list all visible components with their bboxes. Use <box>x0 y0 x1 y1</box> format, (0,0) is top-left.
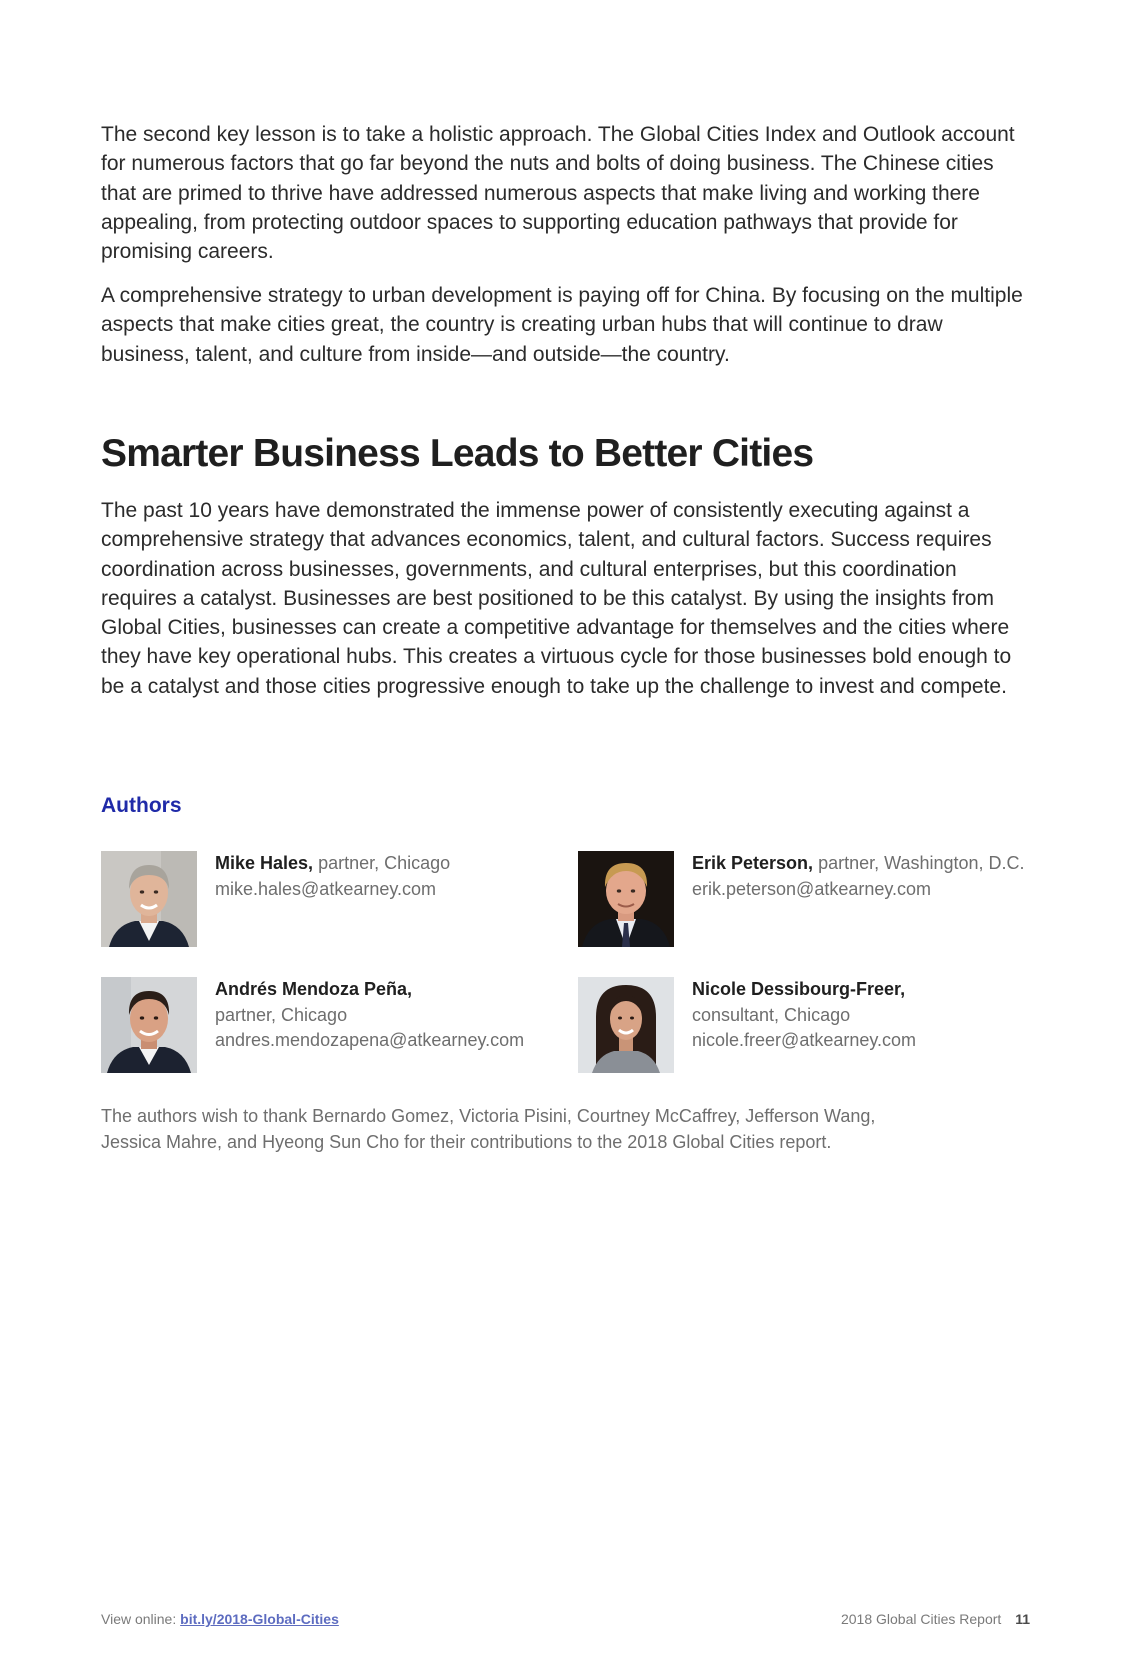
author-email[interactable]: andres.mendozapena@atkearney.com <box>215 1030 525 1050</box>
author-info <box>215 851 585 902</box>
acknowledgement: The authors wish to thank Bernardo Gomez, Victoria Pisini, Courtney McCaffrey, Jefferson Wang, Jessica Mahre, and Hyeong Sun Cho for their contributions to the 2018 Global Cities report. <box>101 1106 876 1152</box>
author-role: partner, Chicago <box>215 1004 348 1025</box>
author-photo <box>101 977 197 1073</box>
author-email[interactable]: nicole.freer@atkearney.com <box>692 1030 917 1050</box>
intro-paragraph-2: A comprehensive strategy to urban development is paying off for China. By focusing on the multiple aspects that make cities great, the country is creating urban hubs that will continue to draw business, talent, and culture from inside—and outside—the country. <box>101 284 1023 366</box>
author-info <box>692 851 1062 902</box>
author-name: Erik Peterson, <box>692 853 814 873</box>
author-card <box>578 851 1038 951</box>
author-name: Nicole Dessibourg-Freer, <box>692 979 906 999</box>
author-email[interactable]: erik.peterson@atkearney.com <box>692 878 932 899</box>
view-online-label: View online: <box>101 1611 177 1627</box>
author-card <box>101 851 561 951</box>
footer-view-online <box>101 1611 339 1627</box>
author-photo <box>578 977 674 1073</box>
author-role: partner, Washington, D.C. <box>818 853 1025 873</box>
author-card <box>101 977 561 1077</box>
author-info <box>692 977 1062 1054</box>
author-name: Mike Hales, <box>215 853 314 873</box>
section-body: The past 10 years have demonstrated the immense power of consistently executing against a comprehensive strategy that advances economics, talent, and cultural factors. Success requires coordination across businesses, governments, and cultural enterprises, but this coordination requires a catalyst. Businesses are best positioned to be this catalyst. By using the insights from Global Cities, businesses can create a competitive advantage for themselves and the cities where they have key operational hubs. This creates a virtuous cycle for those businesses bold enough to be a catalyst and those cities progressive enough to take up the challenge to invest and compete. <box>101 499 1012 698</box>
author-name: Andrés Mendoza Peña, <box>215 979 413 999</box>
author-email[interactable]: mike.hales@atkearney.com <box>215 878 437 899</box>
author-card <box>578 977 1038 1077</box>
section-title: Smarter Business Leads to Better Cities <box>101 432 814 475</box>
footer-report-info <box>841 1611 1030 1627</box>
report-link[interactable]: bit.ly/2018-Global-Cities <box>180 1611 339 1627</box>
author-info <box>215 977 585 1054</box>
author-photo <box>101 851 197 947</box>
authors-heading: Authors <box>101 794 182 817</box>
page-number: 11 <box>1015 1611 1030 1627</box>
report-title: 2018 Global Cities Report <box>840 1611 1002 1627</box>
author-photo <box>578 851 674 947</box>
author-role: consultant, Chicago <box>692 1004 851 1025</box>
author-role: partner, Chicago <box>318 853 451 873</box>
intro-paragraph-1: The second key lesson is to take a holistic approach. The Global Cities Index and Outlook account for numerous factors that go far beyond the nuts and bolts of doing business. The Chinese cities that are primed to thrive have addressed numerous aspects that make living and working there appealing, from protecting outdoor spaces to supporting education pathways that provide for promising careers. <box>101 123 1015 264</box>
